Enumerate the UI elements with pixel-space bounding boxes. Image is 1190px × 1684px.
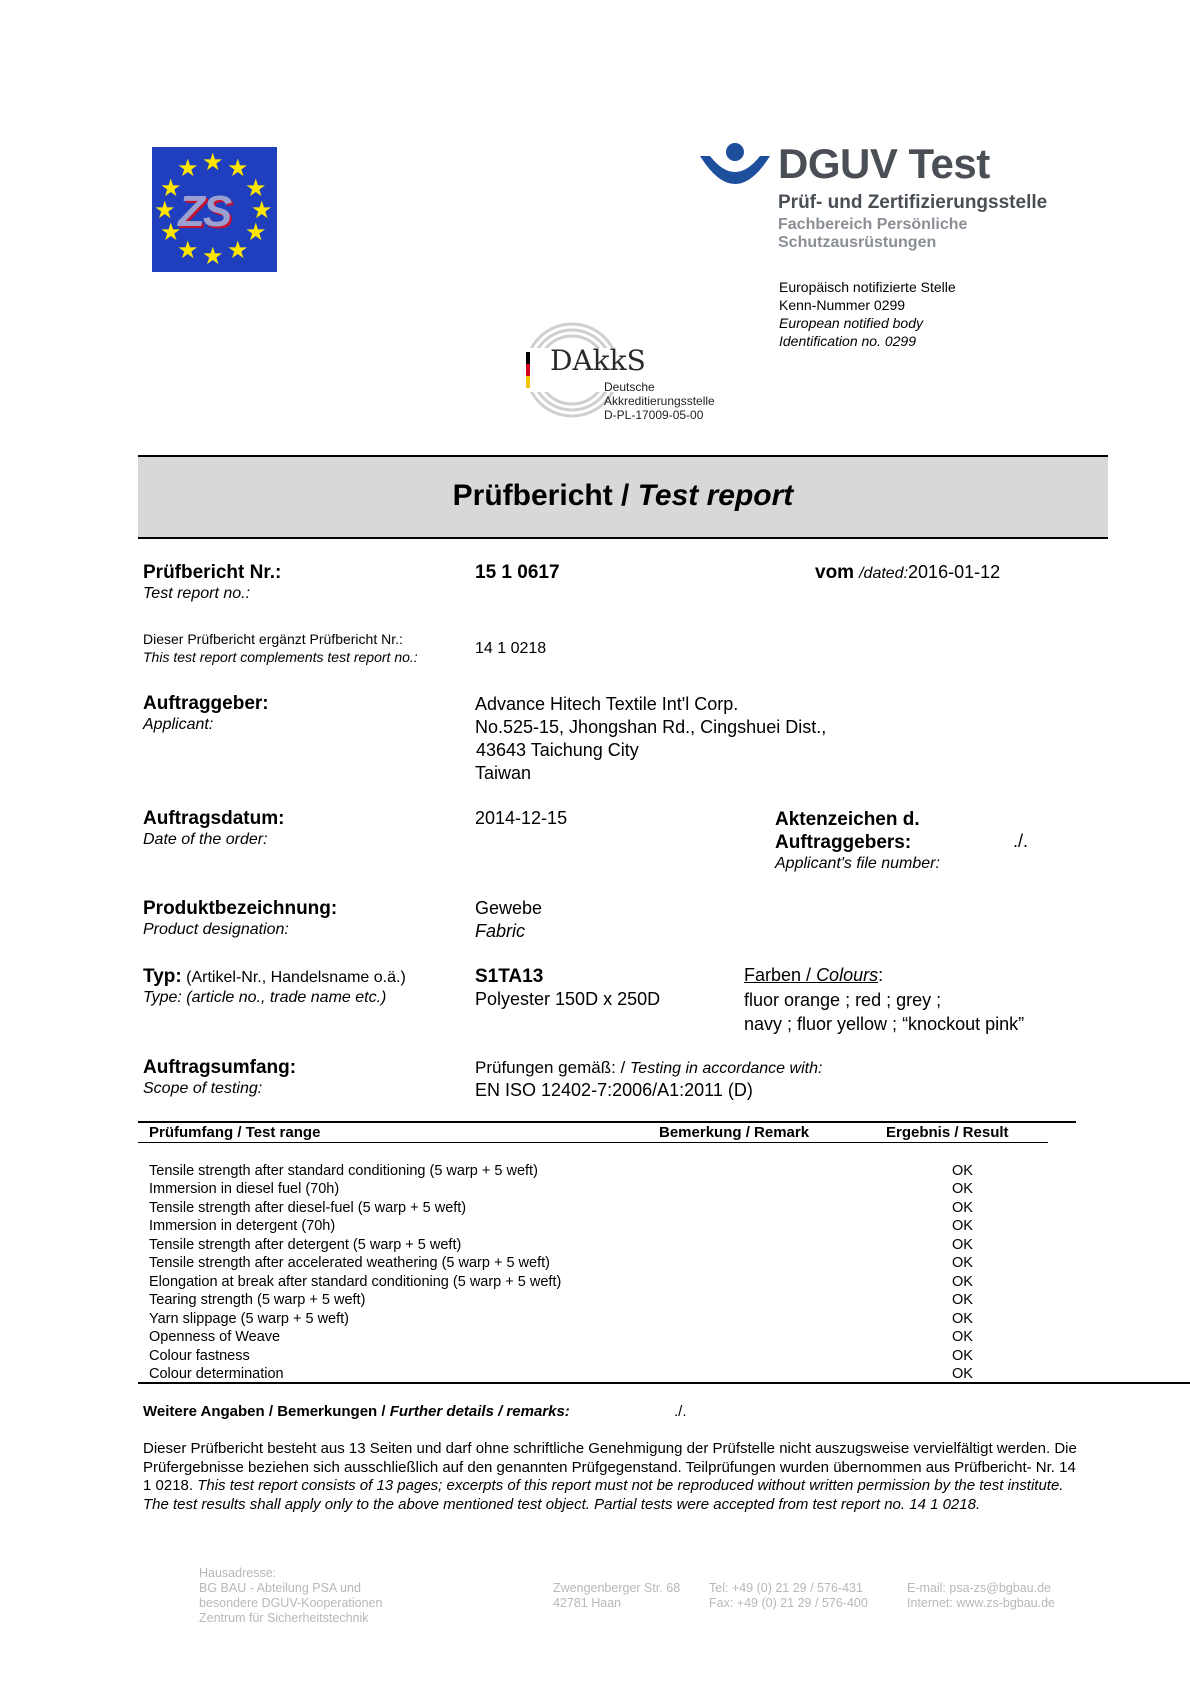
type-label-en: Type: (article no., trade name etc.) <box>143 989 387 1006</box>
product-label-en: Product designation: <box>143 921 289 938</box>
test-name: Elongation at break after standard conditioning (5 warp + 5 weft) <box>149 1274 562 1290</box>
remarks-value: ./. <box>674 1403 687 1420</box>
remarks-label-de: Weitere Angaben / Bemerkungen / <box>143 1403 386 1420</box>
star-icon: ★ <box>245 175 267 202</box>
complements-label: Dieser Prüfbericht ergänzt Prüfbericht Nr.: <box>143 631 403 647</box>
table-rule <box>138 1121 1076 1123</box>
scope-label-en: Scope of testing: <box>143 1080 263 1097</box>
dakks-logo <box>520 320 730 425</box>
dakks-name: DAkkS <box>550 344 646 377</box>
applicant-line: Advance Hitech Textile Int'l Corp. <box>475 694 739 714</box>
page-title <box>138 479 1108 513</box>
star-icon: ★ <box>251 197 273 224</box>
product-value: Gewebe <box>475 898 543 918</box>
footer-line: Zentrum für Sicherheitstechnik <box>199 1611 369 1625</box>
product-label: Produktbezeichnung: <box>143 898 338 919</box>
test-result: OK <box>952 1200 973 1216</box>
scope-value <box>475 1058 822 1078</box>
table-rule <box>138 1382 1190 1384</box>
star-icon: ★ <box>245 219 267 246</box>
test-result: OK <box>952 1329 973 1345</box>
test-name: Tensile strength after accelerated weathering (5 warp + 5 weft) <box>149 1255 550 1271</box>
footer-contact <box>907 1581 1055 1611</box>
disclaimer <box>143 1440 1083 1514</box>
test-name: Yarn slippage (5 warp + 5 weft) <box>149 1311 350 1327</box>
notified-line: European notified body <box>779 315 923 331</box>
test-result: OK <box>952 1163 973 1179</box>
footer-website[interactable]: Internet: www.zs-bgbau.de <box>907 1596 1055 1610</box>
notified-line: Identification no. 0299 <box>779 333 916 349</box>
dated-value: 2016-01-12 <box>908 562 1001 582</box>
file-label-line: Auftraggebers: <box>775 832 912 853</box>
star-icon: ★ <box>202 243 224 270</box>
footer-line: 42781 Haan <box>553 1596 622 1610</box>
zs-logo-text: ZS <box>178 187 231 236</box>
complements-value: 14 1 0218 <box>475 640 547 657</box>
vom-label: vom <box>815 562 855 583</box>
table-row <box>149 1310 1049 1328</box>
applicant-line: No.525-15, Jhongshan Rd., Cingshuei Dist., <box>475 717 827 737</box>
col-header-result: Ergebnis / Result <box>886 1124 1009 1141</box>
dated-label: /dated: <box>859 565 909 582</box>
test-result: OK <box>952 1237 973 1253</box>
zs-logo <box>152 147 277 272</box>
notified-body-block <box>779 278 956 350</box>
dakks-line: Akkreditierungsstelle <box>604 394 715 408</box>
footer-line: Zwengenberger Str. 68 <box>553 1581 681 1595</box>
applicant-label: Auftraggeber: <box>143 693 269 714</box>
test-result: OK <box>952 1181 973 1197</box>
test-result: OK <box>952 1292 973 1308</box>
table-row <box>149 1236 1049 1254</box>
order-date-label-en: Date of the order: <box>143 831 268 848</box>
test-name: Tearing strength (5 warp + 5 weft) <box>149 1292 366 1308</box>
type-value2: Polyester 150D x 250D <box>475 989 661 1009</box>
scope-value-de: Prüfungen gemäß: / <box>475 1058 626 1077</box>
notified-line: Kenn-Nummer 0299 <box>779 297 906 313</box>
type-label-bold: Typ: <box>143 966 182 987</box>
colours-colon: : <box>878 965 884 985</box>
type-value: S1TA13 <box>475 966 544 987</box>
star-icon: ★ <box>154 197 176 224</box>
footer-street <box>553 1581 680 1611</box>
table-row <box>149 1291 1049 1309</box>
footer-line: Hausadresse: <box>199 1566 277 1580</box>
colours-line: navy ; fluor yellow ; “knockout pink” <box>744 1014 1025 1034</box>
test-result: OK <box>952 1218 973 1234</box>
test-result: OK <box>952 1366 973 1382</box>
test-name: Openness of Weave <box>149 1329 281 1345</box>
report-no-label-en: Test report no.: <box>143 585 251 602</box>
star-icon: ★ <box>227 237 249 264</box>
star-icon: ★ <box>160 219 182 246</box>
table-row <box>149 1273 1049 1291</box>
dguv-logo <box>698 140 1128 251</box>
applicant-file-label <box>775 808 920 854</box>
dakks-text <box>604 380 715 422</box>
scope-value-en: Testing in accordance with: <box>630 1060 823 1077</box>
applicant-label-en: Applicant: <box>143 716 214 733</box>
footer-phone <box>709 1581 868 1611</box>
product-value-en: Fabric <box>475 921 526 941</box>
table-row <box>149 1254 1049 1272</box>
test-name: Colour fastness <box>149 1348 250 1364</box>
remarks-label-en: Further details / remarks: <box>389 1403 570 1420</box>
test-name: Immersion in detergent (70h) <box>149 1218 336 1234</box>
footer-line: Tel: +49 (0) 21 29 / 576-431 <box>709 1581 863 1595</box>
test-name: Tensile strength after diesel-fuel (5 warp + 5 weft) <box>149 1200 467 1216</box>
test-name: Tensile strength after detergent (5 warp + 5 weft) <box>149 1237 462 1253</box>
footer-line: besondere DGUV-Kooperationen <box>199 1596 383 1610</box>
dated-block <box>815 562 1000 584</box>
applicant-file-label-en: Applicant's file number: <box>775 855 940 872</box>
title-de: Prüfbericht / <box>452 479 630 512</box>
order-date-value: 2014-12-15 <box>475 808 568 828</box>
file-label-line: Aktenzeichen d. <box>775 809 920 830</box>
star-icon: ★ <box>160 175 182 202</box>
star-icon: ★ <box>202 149 224 176</box>
col-header-remark: Bemerkung / Remark <box>659 1124 810 1141</box>
colours-list <box>744 988 1024 1036</box>
test-result: OK <box>952 1311 973 1327</box>
table-row <box>149 1347 1049 1365</box>
report-no-label: Prüfbericht Nr.: <box>143 562 282 583</box>
test-name: Immersion in diesel fuel (70h) <box>149 1181 340 1197</box>
applicant-line: 43643 Taichung City <box>476 740 639 760</box>
report-no-value: 15 1 0617 <box>475 562 560 583</box>
footer-email[interactable]: E-mail: psa-zs@bgbau.de <box>907 1581 1052 1595</box>
test-result: OK <box>952 1348 973 1364</box>
footer-address <box>199 1566 382 1626</box>
table-row <box>149 1328 1049 1346</box>
table-row <box>149 1180 1049 1198</box>
applicant-address <box>475 693 826 785</box>
colours-label-de: Farben / <box>744 965 812 985</box>
table-row <box>149 1217 1049 1235</box>
disclaimer-de: Dieser Prüfbericht besteht aus 13 Seiten und darf ohne schriftliche Genehmigung der Prüfstelle nicht auszugsweise vervielfältigt werden. Die Prüfergebnisse beziehen sich ausschließlich auf den genannten Prüfgegenstand. Teilprüfungen wurden übernommen aus Prüfbericht- Nr. 14 1 0218. <box>143 1440 1077 1494</box>
type-label-rest: (Artikel-Nr., Handelsname o.ä.) <box>186 969 406 986</box>
applicant-file-value: ./. <box>1013 831 1029 851</box>
colours-line: fluor orange ; red ; grey ; <box>744 990 942 1010</box>
footer-line: BG BAU - Abteilung PSA und <box>199 1581 361 1595</box>
dguv-line2: Prüf- und Zertifizierungsstelle <box>778 192 1048 213</box>
order-date-label: Auftragsdatum: <box>143 808 285 829</box>
table-row <box>149 1365 1049 1383</box>
table-row <box>149 1162 1049 1180</box>
dguv-brand: DGUV Test <box>778 140 990 187</box>
star-icon: ★ <box>177 155 199 182</box>
disclaimer-en: This test report consists of 13 pages; excerpts of this report must not be reproduced without written permission by the test institute. The test results shall apply only to the above mentioned test object. Partial tests were accepted from test report no. 14 1 0218. <box>143 1477 1064 1513</box>
table-row <box>149 1199 1049 1217</box>
star-icon: ★ <box>177 237 199 264</box>
dakks-line: Deutsche <box>604 380 655 394</box>
table-rule <box>138 1142 1048 1143</box>
title-band <box>138 455 1108 539</box>
notified-line: Europäisch notifizierte Stelle <box>779 279 956 295</box>
dguv-emblem-icon <box>698 142 772 192</box>
remarks-label <box>143 1403 570 1420</box>
dakks-line: D-PL-17009-05-00 <box>604 408 704 422</box>
test-name: Colour determination <box>149 1366 284 1382</box>
colours-label-en: Colours <box>816 965 879 985</box>
applicant-line: Taiwan <box>475 763 532 783</box>
title-en: Test report <box>637 479 794 512</box>
test-name: Tensile strength after standard conditioning (5 warp + 5 weft) <box>149 1163 538 1179</box>
dguv-line3: Fachbereich Persönliche Schutzausrüstungen <box>778 216 968 251</box>
type-label <box>143 966 406 988</box>
test-result: OK <box>952 1255 973 1271</box>
col-header-range: Prüfumfang / Test range <box>149 1124 321 1141</box>
star-icon: ★ <box>227 155 249 182</box>
scope-standard: EN ISO 12402-7:2006/A1:2011 (D) <box>475 1080 753 1100</box>
test-result: OK <box>952 1274 973 1290</box>
scope-label: Auftragsumfang: <box>143 1057 297 1078</box>
footer-line: Fax: +49 (0) 21 29 / 576-400 <box>709 1596 868 1610</box>
complements-label-en: This test report complements test report no.: <box>143 649 418 665</box>
colours-label <box>744 965 883 986</box>
